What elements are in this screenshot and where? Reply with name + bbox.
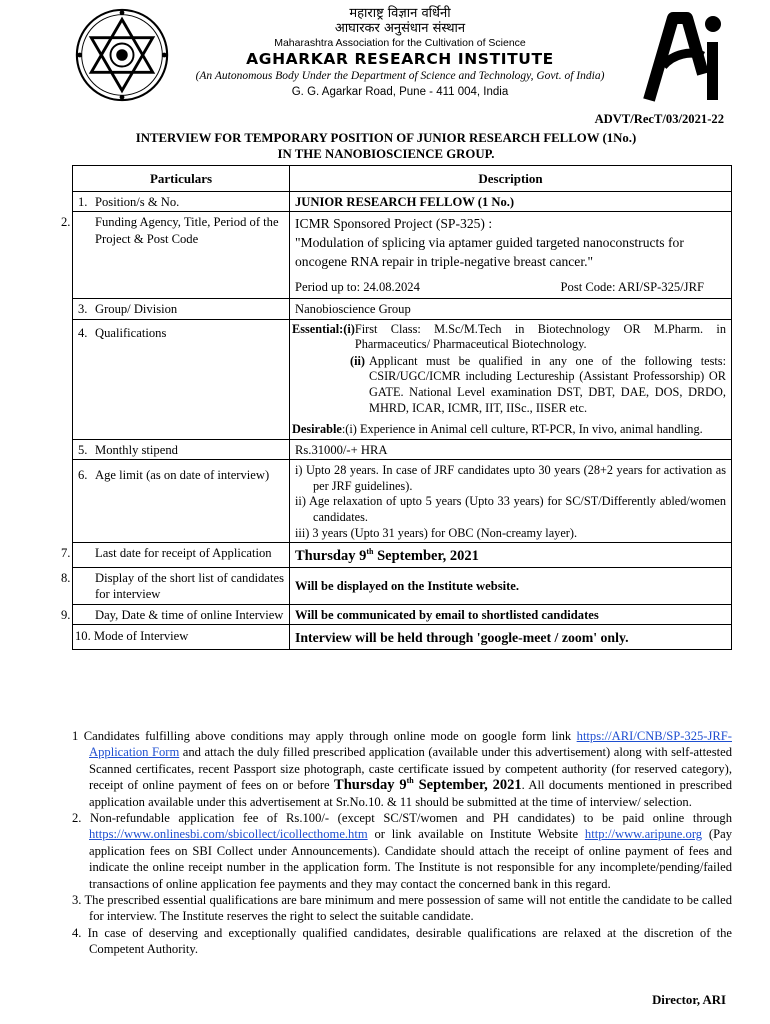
title-line-2: IN THE NANOBIOSCIENCE GROUP.	[277, 147, 495, 161]
row-label: Position/s & No.	[95, 194, 180, 209]
note-1	[72, 728, 732, 810]
table-row	[73, 604, 732, 624]
table-header-row	[73, 166, 732, 192]
row-number: 5.	[78, 442, 88, 457]
institute-emblem-icon	[74, 7, 170, 103]
application-form-link[interactable]: https://ARI/CNB/SP-325-JRF-Application Form	[89, 729, 732, 760]
project-title: "Modulation of splicing via aptamer guided targeted nanoconstructs for oncogene RNA repair in triple-negative breast cancer."	[295, 235, 684, 270]
table-row	[73, 299, 732, 319]
note-text: and attach the duly filled prescribed application (available under this advertisement) along with self-attested Scanned certificates, recent Passport size photograph, caste certificate issued by competent authority (for reserved category), receipt of online payment of fees on or before	[89, 745, 732, 793]
deadline-date	[334, 777, 522, 793]
institute-name: AGHARKAR RESEARCH INSTITUTE	[246, 50, 554, 68]
date-part: Thursday 9	[295, 548, 367, 565]
note-text: (Pay application fees on SBI Collect under Announcements). Candidate should attach the receipt of online payment of fees and indicate the online receipt number in the application form. The Institute is not responsible for any incomplete/pending/failed transactions of online application fee payments and they may contact the concerned bank in this regard.	[89, 827, 733, 891]
row-label: Funding Agency, Title, Period of the Project & Post Code	[95, 215, 279, 246]
sbi-collect-link[interactable]: https://www.onlinesbi.com/sbicollect/icollecthome.htm	[89, 827, 368, 842]
row-number: 9.	[61, 607, 71, 622]
note-text: 2. Non-refundable application fee of Rs.100/- (except SC/ST/women and PH candidates) to be paid online through	[72, 811, 732, 826]
row-label: Day, Date & time of online Interview	[95, 607, 284, 622]
table-row	[73, 319, 732, 439]
row-number: 3.	[78, 302, 88, 317]
note-text: or link available on Institute Website	[367, 827, 585, 842]
table-row	[73, 625, 732, 650]
row-label: Monthly stipend	[95, 442, 178, 457]
essential-qualification-1: First Class: M.Sc/M.Tech in Biotechnology OR M.Pharm. in Pharmaceutics/ Pharmaceutical Biotechnology.	[354, 321, 726, 352]
row-number: 8.	[61, 570, 71, 585]
row-number: 7.	[61, 546, 71, 561]
date-suffix: th	[406, 776, 414, 786]
row-label: Display of the short list of candidates for interview	[95, 570, 284, 602]
table-row	[73, 212, 732, 299]
page-title	[60, 130, 712, 162]
project-period: Period up to: 24.08.2024	[295, 280, 420, 295]
row-label: Group/ Division	[95, 302, 178, 317]
institute-address: G. G. Agarkar Road, Pune - 411 004, India	[291, 86, 509, 98]
date-part: September, 2021	[373, 548, 479, 565]
table-row	[73, 567, 732, 604]
row-number: 4.	[78, 325, 88, 340]
item-marker: (ii)	[350, 353, 366, 368]
row-description: Nanobioscience Group	[290, 299, 732, 319]
position-details-table	[61, 165, 732, 650]
row-number: 10.	[75, 629, 91, 644]
age-limit-1: i) Upto 28 years. In case of JRF candidates upto 30 years (28+2 years for activation as per JRF guidelines).	[295, 463, 726, 493]
notes-section	[72, 728, 732, 958]
essential-label: Essential:	[292, 321, 344, 336]
advertisement-ref: ADVT/RecT/03/2021-22	[594, 112, 724, 126]
date-part: Thursday 9	[334, 777, 407, 794]
post-code: Post Code: ARI/SP-325/JRF	[560, 280, 704, 295]
row-label: Mode of Interview	[93, 629, 189, 644]
row-label: Last date for receipt of Application	[95, 546, 272, 561]
row-description: Will be communicated by email to shortlisted candidates	[290, 604, 732, 624]
row-description: JUNIOR RESEARCH FELLOW (1 No.)	[290, 191, 732, 211]
letterhead	[0, 0, 770, 110]
note-2	[72, 810, 732, 892]
date-suffix: th	[366, 547, 374, 557]
hindi-name: आघारकर अनुसंधान संस्थान	[334, 21, 466, 36]
table-row	[73, 439, 732, 459]
table-row	[73, 191, 732, 211]
age-limit-3: iii) 3 years (Upto 31 years) for OBC (Non-creamy layer).	[295, 525, 578, 540]
header-particulars: Particulars	[73, 166, 290, 192]
note-text: . All documents mentioned in prescribed application available under this advertisement at Sr.No.10. & 11 should be submitted at the time of interview/ selection.	[89, 778, 732, 809]
institute-subtitle: (An Autonomous Body Under the Department of Science and Technology, Govt. of India)	[195, 70, 605, 82]
marathi-name: महाराष्ट्र विज्ञान वर्धिनी	[349, 6, 451, 21]
row-description: Will be displayed on the Institute website.	[290, 567, 732, 604]
date-part: September, 2021	[413, 777, 522, 794]
table-row	[73, 460, 732, 543]
last-date	[290, 543, 732, 568]
institute-website-link[interactable]: http://www.aripune.org	[584, 827, 703, 842]
signature: Director, ARI	[652, 993, 726, 1007]
desirable-label: Desirable	[292, 422, 342, 437]
project-sponsor: ICMR Sponsored Project (SP-325) :	[295, 216, 493, 232]
row-number: 1.	[78, 194, 88, 209]
association-name: Maharashtra Association for the Cultivation of Science	[274, 37, 526, 49]
row-label: Qualifications	[95, 325, 167, 340]
table-row	[73, 543, 732, 568]
essential-qualification-2: Applicant must be qualified in any one of the following tests: CSIR/UGC/ICMR including Lectureship (Assistant Professorship) OR GATE. National Level examination DST, DBT, DAE, DOS, DRDO, MHRD, ICAR, ICMR, IIT, IISc., IISER etc.	[369, 353, 726, 415]
note-4: 4. In case of deserving and exceptionally qualified candidates, desirable qualifications are relaxed at the discretion of the Competent Authority.	[72, 925, 732, 957]
note-3: 3. The prescribed essential qualifications are bare minimum and mere possession of same will not entitle the candidate to be called for interview. The Institute reserves the right to select the suitable candidate.	[72, 893, 732, 924]
header-description: Description	[290, 166, 732, 192]
row-description: Rs.31000/-+ HRA	[290, 439, 732, 459]
item-marker: (i)	[343, 321, 355, 336]
row-number: 6.	[78, 468, 88, 483]
row-label: Age limit (as on date of interview)	[95, 468, 270, 483]
note-text: 1 Candidates fulfilling above conditions may apply through online mode on google form link	[72, 729, 577, 743]
desirable-qualification: :(i) Experience in Animal cell culture, RT-PCR, In vivo, animal handling.	[341, 422, 703, 437]
ari-logo-icon	[643, 10, 725, 104]
row-number: 2.	[61, 215, 71, 230]
row-description: Interview will be held through 'google-meet / zoom' only.	[290, 625, 732, 650]
title-line-1: INTERVIEW FOR TEMPORARY POSITION OF JUNIOR RESEARCH FELLOW (1No.)	[135, 131, 637, 145]
age-limit-2: ii) Age relaxation of upto 5 years (Upto 33 years) for SC/ST/Differently abled/women candidates.	[295, 494, 726, 524]
